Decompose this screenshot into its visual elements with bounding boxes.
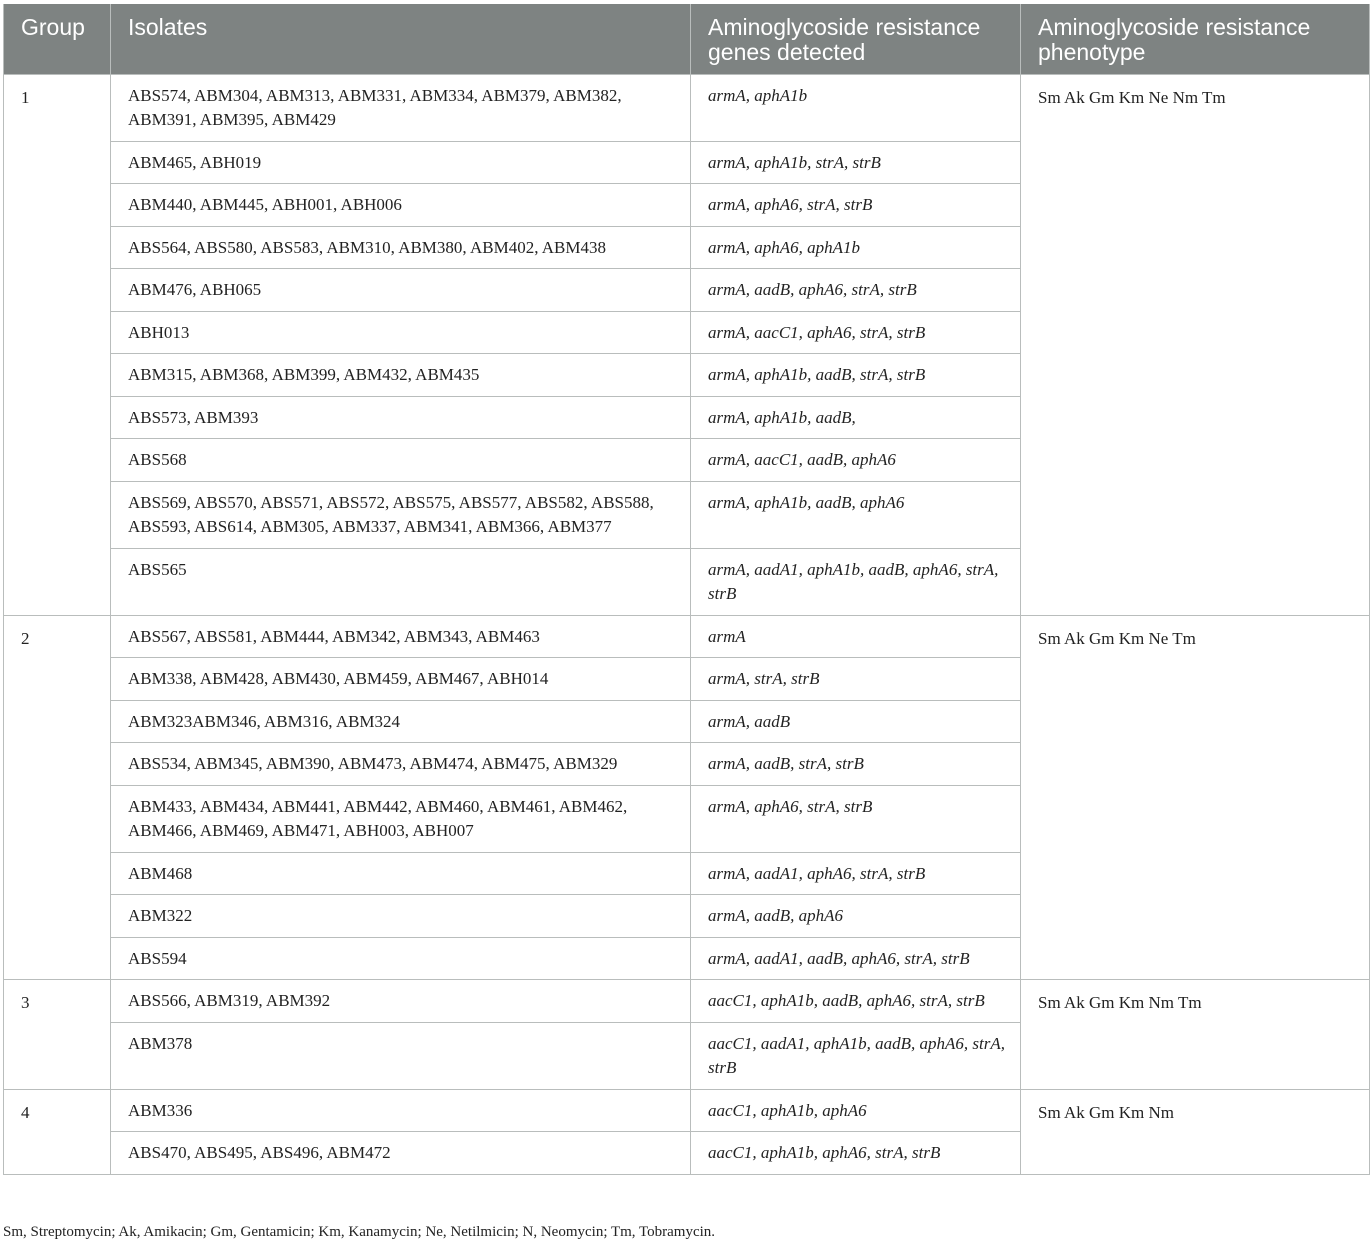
genes-cell: armA, strA, strB	[691, 658, 1021, 701]
genes-cell: aacC1, aphA1b, aphA6, strA, strB	[691, 1132, 1021, 1175]
genes-cell: armA, aadA1, aphA1b, aadB, aphA6, strA, strB	[691, 548, 1021, 615]
header-genes: Aminoglycoside resistance genes detected	[691, 4, 1021, 74]
genes-cell: armA, aadB, strA, strB	[691, 743, 1021, 786]
genes-cell: aacC1, aphA1b, aphA6	[691, 1089, 1021, 1132]
header-group: Group	[4, 4, 111, 74]
isolates-cell: ABS594	[111, 937, 691, 980]
isolates-cell: ABM468	[111, 852, 691, 895]
genes-cell: armA, aacC1, aadB, aphA6	[691, 439, 1021, 482]
genes-cell: armA	[691, 615, 1021, 658]
isolates-cell: ABM440, ABM445, ABH001, ABH006	[111, 184, 691, 227]
genes-cell: armA, aadB, aphA6, strA, strB	[691, 269, 1021, 312]
table-header	[4, 4, 1370, 74]
phenotype-cell: Sm Ak Gm Km Nm Tm	[1021, 980, 1370, 1090]
header-isolates: Isolates	[111, 4, 691, 74]
isolates-cell: ABS534, ABM345, ABM390, ABM473, ABM474, ABM475, ABM329	[111, 743, 691, 786]
phenotype-cell: Sm Ak Gm Km Nm	[1021, 1089, 1370, 1174]
isolates-cell: ABM378	[111, 1022, 691, 1089]
genes-cell: armA, aadB	[691, 700, 1021, 743]
isolates-cell: ABM322	[111, 895, 691, 938]
isolates-cell: ABS567, ABS581, ABM444, ABM342, ABM343, ABM463	[111, 615, 691, 658]
phenotype-cell: Sm Ak Gm Km Ne Nm Tm	[1021, 74, 1370, 615]
genes-cell: armA, aphA1b, aadB, strA, strB	[691, 354, 1021, 397]
genes-cell: aacC1, aadA1, aphA1b, aadB, aphA6, strA, strB	[691, 1022, 1021, 1089]
isolates-cell: ABM323ABM346, ABM316, ABM324	[111, 700, 691, 743]
group-number-cell: 1	[4, 74, 111, 615]
resistance-table	[3, 4, 1370, 1175]
table-row	[4, 74, 1370, 141]
header-row	[4, 4, 1370, 74]
table-row	[4, 615, 1370, 658]
isolates-cell: ABM433, ABM434, ABM441, ABM442, ABM460, ABM461, ABM462, ABM466, ABM469, ABM471, ABH003, ABH007	[111, 785, 691, 852]
group-number-cell: 4	[4, 1089, 111, 1174]
isolates-cell: ABS569, ABS570, ABS571, ABS572, ABS575, ABS577, ABS582, ABS588, ABS593, ABS614, ABM305, ABM337, ABM341, ABM366, ABM377	[111, 481, 691, 548]
isolates-cell: ABM315, ABM368, ABM399, ABM432, ABM435	[111, 354, 691, 397]
isolates-cell: ABS573, ABM393	[111, 396, 691, 439]
isolates-cell: ABS564, ABS580, ABS583, ABM310, ABM380, ABM402, ABM438	[111, 226, 691, 269]
genes-cell: armA, aadA1, aphA6, strA, strB	[691, 852, 1021, 895]
isolates-cell: ABS566, ABM319, ABM392	[111, 980, 691, 1023]
isolates-cell: ABM338, ABM428, ABM430, ABM459, ABM467, ABH014	[111, 658, 691, 701]
isolates-cell: ABS470, ABS495, ABS496, ABM472	[111, 1132, 691, 1175]
genes-cell: armA, aphA6, aphA1b	[691, 226, 1021, 269]
isolates-cell: ABM336	[111, 1089, 691, 1132]
isolates-cell: ABS574, ABM304, ABM313, ABM331, ABM334, ABM379, ABM382, ABM391, ABM395, ABM429	[111, 74, 691, 141]
group-number-cell: 3	[4, 980, 111, 1090]
header-phenotype: Aminoglycoside resistance phenotype	[1021, 4, 1370, 74]
genes-cell: armA, aphA1b	[691, 74, 1021, 141]
table-container	[3, 4, 1369, 1175]
genes-cell: armA, aphA1b, strA, strB	[691, 141, 1021, 184]
table-body	[4, 74, 1370, 1174]
genes-cell: armA, aadB, aphA6	[691, 895, 1021, 938]
genes-cell: armA, aphA1b, aadB,	[691, 396, 1021, 439]
isolates-cell: ABH013	[111, 311, 691, 354]
isolates-cell: ABM465, ABH019	[111, 141, 691, 184]
group-number-cell: 2	[4, 615, 111, 980]
table-row	[4, 980, 1370, 1023]
genes-cell: armA, aphA6, strA, strB	[691, 785, 1021, 852]
isolates-cell: ABM476, ABH065	[111, 269, 691, 312]
table-footnote: Sm, Streptomycin; Ak, Amikacin; Gm, Gentamicin; Km, Kanamycin; Ne, Netilmicin; N, Neomycin; Tm, Tobramycin.	[3, 1224, 716, 1240]
phenotype-cell: Sm Ak Gm Km Ne Tm	[1021, 615, 1370, 980]
genes-cell: aacC1, aphA1b, aadB, aphA6, strA, strB	[691, 980, 1021, 1023]
table-row	[4, 1089, 1370, 1132]
genes-cell: armA, aacC1, aphA6, strA, strB	[691, 311, 1021, 354]
genes-cell: armA, aphA6, strA, strB	[691, 184, 1021, 227]
isolates-cell: ABS565	[111, 548, 691, 615]
genes-cell: armA, aadA1, aadB, aphA6, strA, strB	[691, 937, 1021, 980]
genes-cell: armA, aphA1b, aadB, aphA6	[691, 481, 1021, 548]
isolates-cell: ABS568	[111, 439, 691, 482]
